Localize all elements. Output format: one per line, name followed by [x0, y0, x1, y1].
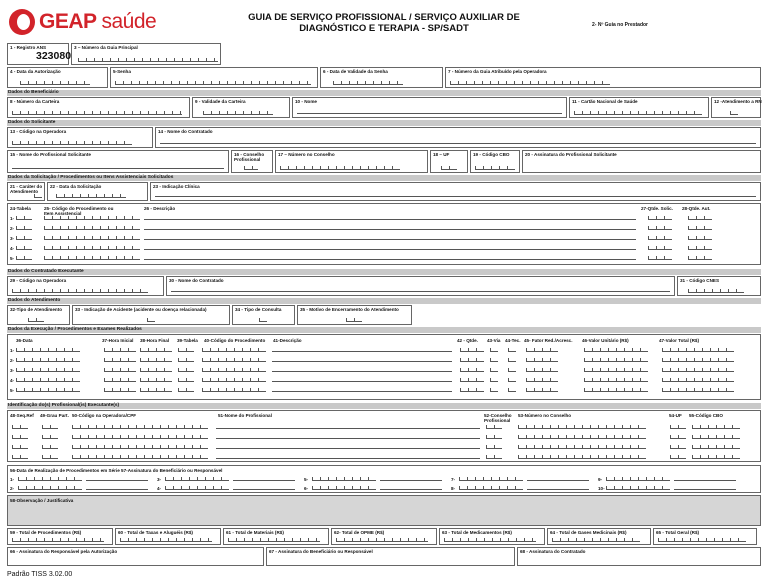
section-beneficiario: Dados do Beneficiário — [7, 90, 761, 96]
field-total-taxas[interactable]: 60 - Total de Taxas e Aluguéis (R$) — [115, 528, 221, 545]
input-boxes[interactable] — [662, 388, 734, 392]
input-boxes[interactable] — [486, 435, 502, 439]
field-total-materiais[interactable]: 61 - Total de Materiais (R$) — [223, 528, 329, 545]
input-boxes[interactable] — [178, 388, 194, 392]
field-assinatura-beneficiario[interactable]: 67 - Assinatura do Beneficiário ou Responsável — [266, 547, 515, 566]
input-boxes[interactable] — [648, 216, 672, 220]
input-boxes[interactable] — [16, 368, 80, 372]
field-nome-beneficiario[interactable]: 10 - Nome — [292, 97, 567, 118]
input-line[interactable] — [144, 239, 636, 240]
field-nome-contratado-solicitante[interactable]: 14 - Nome do Contratado — [155, 127, 761, 148]
input-boxes[interactable] — [312, 486, 376, 490]
guide-prestador-label: 2- Nº Guia no Prestador — [592, 22, 649, 28]
input-boxes[interactable] — [518, 445, 646, 449]
input-line[interactable] — [527, 489, 589, 490]
input-boxes[interactable] — [178, 378, 194, 382]
input-boxes[interactable] — [508, 378, 516, 382]
row-solicitante-1 — [7, 127, 761, 148]
input-boxes[interactable] — [518, 425, 646, 429]
input-boxes[interactable] — [460, 368, 484, 372]
input-line[interactable] — [144, 219, 636, 220]
input-boxes[interactable] — [460, 388, 484, 392]
field-indicacao-acidente[interactable]: 33 - Indicação de Acidente (acidente ou doença relacionada) — [72, 305, 230, 325]
field-codigo-operadora-solicitante[interactable]: 13 - Código na Operadora — [7, 127, 153, 148]
field-observacao[interactable]: 58-Observação / Justificativa — [7, 495, 761, 526]
input-boxes[interactable] — [486, 455, 502, 459]
field-total-medicamentos[interactable]: 63 - Total de Medicamentos (R$) — [439, 528, 545, 545]
input-boxes[interactable] — [178, 348, 194, 352]
row-index-label: 2- — [10, 358, 15, 363]
brand-light: saúde — [101, 10, 157, 33]
field-codigo-operadora-contratado[interactable]: 29 - Código na Operadora — [7, 276, 164, 296]
row-index-label: 1- — [10, 348, 15, 353]
input-boxes[interactable] — [518, 435, 646, 439]
row-index-label: 3- — [10, 236, 15, 241]
serie-item — [155, 485, 301, 494]
input-line[interactable] — [272, 391, 452, 392]
input-line[interactable] — [144, 249, 636, 250]
input-boxes[interactable] — [42, 455, 58, 459]
input-boxes[interactable] — [72, 445, 208, 449]
input-boxes[interactable] — [508, 358, 516, 362]
field-total-geral[interactable]: 65 - Total Geral (R$) — [653, 528, 757, 545]
input-boxes[interactable] — [104, 378, 136, 382]
field-uf-solicitante[interactable]: 18 – UF — [430, 150, 468, 173]
input-line[interactable] — [233, 489, 295, 490]
input-boxes[interactable] — [140, 388, 172, 392]
field-numero-conselho[interactable]: 17 – Número no Conselho — [275, 150, 428, 173]
section-contratado: Dados do Contratado Executante — [7, 269, 761, 275]
panel-procedimentos-realizados: 36-Data 37-Hora Inicial 38-Hora Final 39-Tabela 40-Código do Procedimento 41-Descrição 42 - Qtde. 43-Via 44-Tec. 45- Fator Red./Acresc. 46-Valor Unitário (R$) 47-Valor Total (R$) 1- 2- 3- 4- 5- — [7, 334, 761, 400]
serie-item — [449, 485, 595, 494]
input-boxes[interactable] — [692, 455, 740, 459]
input-boxes[interactable] — [688, 246, 712, 250]
input-line[interactable] — [216, 438, 480, 439]
row-index-label: 1- — [10, 477, 15, 482]
input-line[interactable] — [674, 480, 736, 481]
row-index-label: 9- — [598, 477, 603, 482]
input-boxes[interactable] — [459, 486, 523, 490]
input-boxes[interactable] — [490, 348, 498, 352]
input-line[interactable] — [272, 361, 452, 362]
input-line[interactable] — [233, 480, 295, 481]
input-boxes[interactable] — [202, 348, 266, 352]
row-beneficiario — [7, 97, 761, 118]
field-total-gases[interactable]: 64 - Total de Gases Medicinais (R$) — [547, 528, 651, 545]
input-boxes[interactable] — [16, 358, 80, 362]
table-row — [8, 386, 760, 396]
input-boxes[interactable] — [584, 348, 648, 352]
row-index-label: 2- — [10, 486, 15, 491]
input-line[interactable] — [216, 428, 480, 429]
input-boxes[interactable] — [688, 236, 712, 240]
input-boxes[interactable] — [460, 358, 484, 362]
serie-item — [302, 485, 448, 494]
field-total-opme[interactable]: 62- Total de OPME (R$) — [331, 528, 437, 545]
input-boxes[interactable] — [526, 378, 558, 382]
input-boxes[interactable] — [460, 378, 484, 382]
input-boxes[interactable] — [18, 486, 82, 490]
form-header — [7, 6, 761, 42]
input-boxes[interactable] — [178, 358, 194, 362]
row-index-label: 6- — [304, 486, 309, 491]
input-line[interactable] — [216, 448, 480, 449]
input-line[interactable] — [144, 259, 636, 260]
input-boxes[interactable] — [312, 477, 376, 481]
input-boxes[interactable] — [584, 368, 648, 372]
row-index-label: 5- — [304, 477, 309, 482]
field-tipo-consulta[interactable]: 34 - Tipo de Consulta — [232, 305, 295, 325]
serie-item — [8, 485, 154, 494]
input-boxes[interactable] — [202, 358, 266, 362]
row-index-label: 5- — [10, 388, 15, 393]
section-solicitante: Dados do Solicitante — [7, 120, 761, 126]
input-boxes[interactable] — [670, 435, 686, 439]
table-row — [8, 376, 760, 386]
input-boxes[interactable] — [670, 425, 686, 429]
input-boxes[interactable] — [16, 216, 32, 220]
field-nome-profissional-solicitante[interactable]: 15 - Nome do Profissional Solicitante — [7, 150, 229, 173]
input-boxes[interactable] — [104, 348, 136, 352]
table-row — [8, 356, 760, 366]
field-atendimento-rn[interactable]: 12 -Atendimento a RN — [711, 97, 761, 118]
field-data-autorizacao[interactable]: 4 - Data da Autorização — [7, 67, 108, 88]
row-contratado — [7, 276, 761, 296]
input-boxes[interactable] — [526, 348, 558, 352]
input-boxes[interactable] — [16, 348, 80, 352]
input-boxes[interactable] — [42, 425, 58, 429]
row-index-label: 1- — [10, 216, 15, 221]
geap-logo-icon — [9, 9, 35, 35]
input-line[interactable] — [380, 480, 442, 481]
row-autorizacao — [7, 67, 761, 88]
input-boxes[interactable] — [526, 368, 558, 372]
field-assinatura-solicitante[interactable]: 20 - Assinatura do Profissional Solicitante — [522, 150, 761, 173]
input-boxes[interactable] — [42, 435, 58, 439]
brand-bold: GEAP — [39, 10, 97, 33]
input-boxes[interactable] — [104, 368, 136, 372]
field-tipo-atendimento[interactable]: 32-Tipo de Atendimento — [7, 305, 70, 325]
input-line[interactable] — [86, 489, 148, 490]
input-boxes[interactable] — [16, 256, 32, 260]
row-index-label: 7- — [451, 477, 456, 482]
row-index-label: 4- — [10, 246, 15, 251]
input-boxes[interactable] — [12, 435, 28, 439]
row-solicitacao — [7, 182, 761, 201]
input-boxes[interactable] — [16, 236, 32, 240]
field-validade-carteira[interactable]: 9 - Validade da Carteira — [192, 97, 290, 118]
table-row — [8, 443, 760, 453]
input-boxes[interactable] — [490, 378, 498, 382]
input-line[interactable] — [380, 489, 442, 490]
input-boxes[interactable] — [490, 388, 498, 392]
table-row — [8, 433, 760, 443]
serie-item — [449, 476, 595, 485]
serie-item — [302, 476, 448, 485]
table-row — [8, 254, 760, 264]
input-boxes[interactable] — [104, 358, 136, 362]
section-identificacao: Identificação do(s) Profissional(is) Executante(s) — [7, 403, 761, 409]
input-boxes[interactable] — [140, 368, 172, 372]
row-index-label: 4- — [157, 486, 162, 491]
input-boxes[interactable] — [526, 358, 558, 362]
section-execucao: Dados da Execução / Procedimentos e Exames Realizados — [7, 327, 761, 333]
input-boxes[interactable] — [490, 358, 498, 362]
input-boxes[interactable] — [584, 378, 648, 382]
input-line[interactable] — [272, 381, 452, 382]
panel-procedimentos-serie: 56-Data de Realização de Procedimentos em Série 57-Assinatura do Beneficiário ou Responsável 1- 2- 3- 4- 5- 6- 7- 8- 9- 10- — [7, 465, 761, 493]
table-row — [8, 453, 760, 463]
input-boxes[interactable] — [662, 358, 734, 362]
input-boxes[interactable] — [44, 216, 140, 220]
input-boxes[interactable] — [72, 435, 208, 439]
row-solicitante-2 — [7, 150, 761, 173]
row-index-label: 4- — [10, 378, 15, 383]
input-boxes[interactable] — [44, 246, 140, 250]
field-nome-contratado-executante[interactable]: 30 - Nome do Contratado — [166, 276, 675, 296]
input-line[interactable] — [527, 480, 589, 481]
field-carater-atendimento[interactable]: 21 - Caráter do Atendimento — [7, 182, 45, 201]
input-boxes[interactable] — [648, 256, 672, 260]
input-boxes[interactable] — [670, 455, 686, 459]
field-validade-senha[interactable]: 6 - Data de Validade da Senha — [320, 67, 443, 88]
input-line[interactable] — [216, 458, 480, 459]
input-boxes[interactable] — [508, 388, 516, 392]
input-boxes[interactable] — [526, 388, 558, 392]
input-boxes[interactable] — [42, 445, 58, 449]
input-boxes[interactable] — [692, 425, 740, 429]
field-data-solicitacao[interactable]: 22 - Data da Solicitação — [47, 182, 148, 201]
input-line[interactable] — [144, 229, 636, 230]
field-codigo-cbo-solicitante[interactable]: 19 - Código CBO — [470, 150, 520, 173]
input-boxes[interactable] — [486, 445, 502, 449]
serie-item — [155, 476, 301, 485]
input-line[interactable] — [272, 351, 452, 352]
serie-item — [596, 476, 742, 485]
field-total-procedimentos[interactable]: 59 - Total de Procedimentos (R$) — [7, 528, 113, 545]
input-boxes[interactable] — [44, 236, 140, 240]
input-boxes[interactable] — [460, 348, 484, 352]
registro-ans-value: 323080 — [36, 50, 72, 62]
serie-item — [596, 485, 742, 494]
table-row — [8, 244, 760, 254]
input-boxes[interactable] — [486, 425, 502, 429]
sadt-form — [7, 6, 761, 566]
input-boxes[interactable] — [140, 348, 172, 352]
input-line[interactable] — [86, 480, 148, 481]
section-atendimento: Dados do Atendimento — [7, 298, 761, 304]
input-boxes[interactable] — [140, 378, 172, 382]
row-registro — [7, 43, 761, 65]
row-totais — [7, 528, 761, 545]
input-boxes[interactable] — [140, 358, 172, 362]
input-boxes[interactable] — [72, 425, 208, 429]
field-senha[interactable]: 5-Senha — [110, 67, 318, 88]
field-indicacao-clinica[interactable]: 23 - Indicação Clínica — [150, 182, 761, 201]
input-boxes[interactable] — [104, 388, 136, 392]
input-boxes[interactable] — [18, 477, 82, 481]
input-boxes[interactable] — [688, 256, 712, 260]
input-boxes[interactable] — [662, 378, 734, 382]
input-boxes[interactable] — [16, 246, 32, 250]
row-index-label: 2- — [10, 226, 15, 231]
input-boxes[interactable] — [670, 445, 686, 449]
table-row — [8, 423, 760, 433]
field-assinatura-autorizacao[interactable]: 66 - Assinatura do Responsável pela Autorização — [7, 547, 264, 566]
input-boxes[interactable] — [606, 477, 670, 481]
input-boxes[interactable] — [12, 445, 28, 449]
input-boxes[interactable] — [584, 388, 648, 392]
row-assinaturas-finais — [7, 547, 761, 566]
input-boxes[interactable] — [648, 246, 672, 250]
field-numero-guia-operadora[interactable]: 7 - Número da Guia Atribuído pela Operadora — [445, 67, 761, 88]
field-codigo-cnes[interactable]: 31 - Código CNES — [677, 276, 761, 296]
field-assinatura-contratado[interactable]: 68 - Assinatura do Contratado — [517, 547, 761, 566]
section-solicitacao: Dados da Solicitação / Procedimentos ou Itens Assistenciais Solicitados — [7, 175, 761, 181]
row-index-label: 8- — [451, 486, 456, 491]
panel-procedimentos-solicitados: 24-Tabela 25- Código do Procedimento ou Item Assistencial 26 - Descrição 27-Qtde. Solic. 28-Qtde. Aut. 1- 2- 3- 4- 5- — [7, 203, 761, 265]
table-row — [8, 234, 760, 244]
input-boxes[interactable] — [202, 378, 266, 382]
row-index-label: 3- — [10, 368, 15, 373]
input-boxes[interactable] — [16, 378, 80, 382]
input-boxes[interactable] — [459, 477, 523, 481]
input-boxes[interactable] — [692, 445, 740, 449]
input-boxes[interactable] — [688, 226, 712, 230]
table-row — [8, 224, 760, 234]
field-numero-carteira[interactable]: 8 - Número da Carteira — [7, 97, 190, 118]
row-atendimento — [7, 305, 761, 325]
footer-padrao-tiss: Padrão TISS 3.02.00 — [7, 571, 73, 578]
form-title: GUIA DE SERVIÇO PROFISSIONAL / SERVIÇO AUXILIAR DE DIAGNÓSTICO E TERAPIA - SP/SADT — [248, 12, 520, 34]
input-boxes[interactable] — [490, 368, 498, 372]
geap-logo — [9, 9, 156, 35]
input-boxes[interactable] — [648, 226, 672, 230]
table-row — [8, 366, 760, 376]
row-index-label: 5- — [10, 256, 15, 261]
input-boxes[interactable] — [508, 368, 516, 372]
input-boxes[interactable] — [688, 216, 712, 220]
panel-profissionais-executantes: 48-Seq.Ref 49-Grau Part. 50-Código na Operadora/CPF 51-Nome do Profissional 52-Conselho Profissional 53-Número no Conselho 54-UF 55-Código CBO — [7, 410, 761, 462]
input-boxes[interactable] — [662, 348, 734, 352]
input-boxes[interactable] — [584, 358, 648, 362]
input-boxes[interactable] — [44, 226, 140, 230]
input-boxes[interactable] — [202, 368, 266, 372]
input-boxes[interactable] — [16, 388, 80, 392]
input-line[interactable] — [272, 371, 452, 372]
input-boxes[interactable] — [178, 368, 194, 372]
table-row — [8, 346, 760, 356]
input-line[interactable] — [674, 489, 736, 490]
input-boxes[interactable] — [648, 236, 672, 240]
input-boxes[interactable] — [692, 435, 740, 439]
input-boxes[interactable] — [202, 388, 266, 392]
input-boxes[interactable] — [606, 486, 670, 490]
input-boxes[interactable] — [72, 455, 208, 459]
input-boxes[interactable] — [44, 256, 140, 260]
field-numero-guia-principal[interactable]: 3 – Número da Guia Principal — [71, 43, 221, 65]
input-boxes[interactable] — [12, 455, 28, 459]
input-boxes[interactable] — [165, 477, 229, 481]
table-row — [8, 214, 760, 224]
input-boxes[interactable] — [165, 486, 229, 490]
field-registro-ans[interactable]: 1 - Registro ANS 323080 — [7, 43, 69, 65]
serie-item — [8, 476, 154, 485]
input-boxes[interactable] — [518, 455, 646, 459]
input-boxes[interactable] — [662, 368, 734, 372]
input-boxes[interactable] — [12, 425, 28, 429]
field-conselho-profissional[interactable]: 16 - Conselho Profissional — [231, 150, 273, 173]
input-boxes[interactable] — [16, 226, 32, 230]
field-motivo-encerramento[interactable]: 35 - Motivo de Encerramento do Atendimento — [297, 305, 412, 325]
row-index-label: 3- — [157, 477, 162, 482]
row-index-label: 10- — [598, 486, 605, 491]
input-boxes[interactable] — [508, 348, 516, 352]
field-cartao-nacional-saude[interactable]: 11 - Cartão Nacional de Saúde — [569, 97, 709, 118]
